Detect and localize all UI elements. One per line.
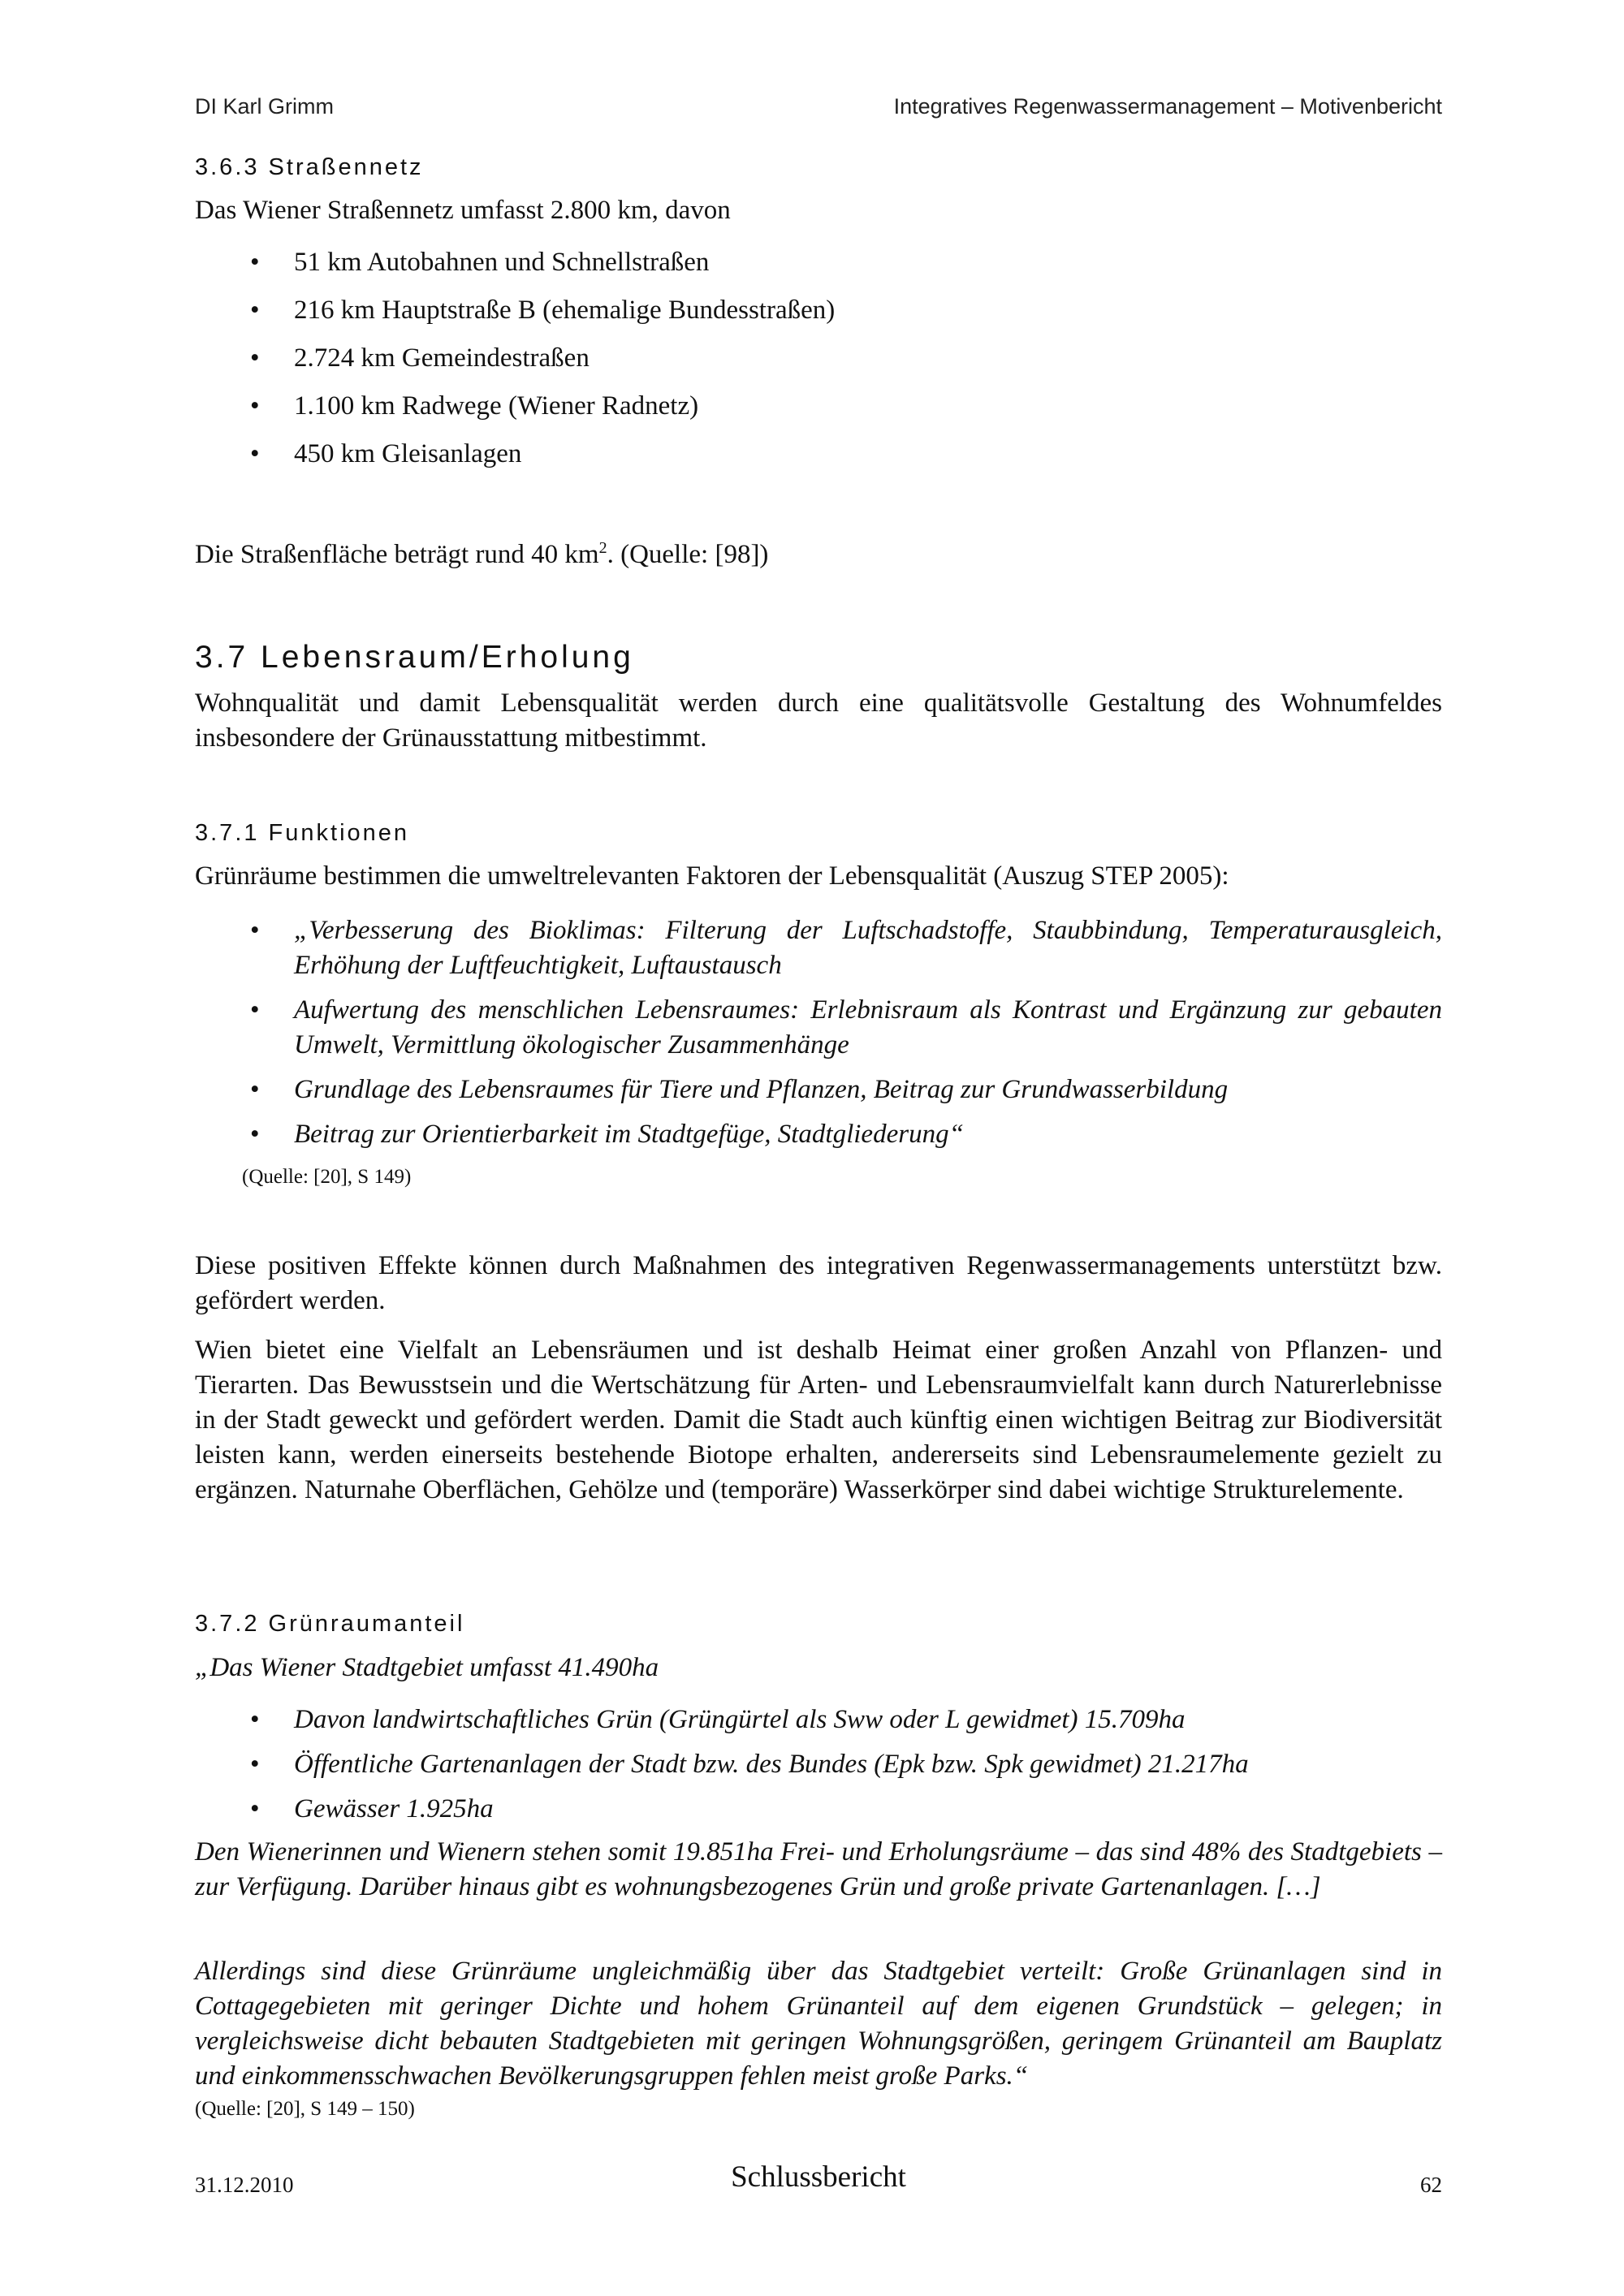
paragraph-road-network-intro: Das Wiener Straßennetz umfasst 2.800 km, davon <box>195 196 731 225</box>
bullet-icon: • <box>250 248 260 277</box>
page-number: 62 <box>1420 2173 1442 2197</box>
header-report-title: Integratives Regenwassermanagement – Motivenbericht <box>893 94 1442 119</box>
bullet-icon: • <box>250 995 260 1025</box>
bullet-icon: • <box>250 296 260 325</box>
page-header <box>195 94 1442 127</box>
list-item: • Gewässer 1.925ha <box>195 1792 1442 1827</box>
list-item: • Grundlage des Lebensraumes für Tiere und Pflanzen, Beitrag zur Grundwasserbildung <box>195 1072 1442 1107</box>
source-citation: (Quelle: [20], S 149) <box>242 1166 412 1188</box>
list-item: • 2.724 km Gemeindestraßen <box>195 341 1442 376</box>
green-functions-list <box>195 913 1442 1152</box>
list-item: • Aufwertung des menschlichen Lebensraumes: Erlebnisraum als Kontrast und Ergänzung zur gebauten Umwelt, Vermittlung ökologischer Zusammenhänge <box>195 993 1442 1063</box>
paragraph-positive-effects: Diese positiven Effekte können durch Maßnahmen des integrativen Regenwassermanagements unterstützt bzw. gefördert werden. <box>195 1251 1442 1315</box>
source-citation: (Quelle: [20], S 149 – 150) <box>195 2098 415 2120</box>
paragraph-distribution: Allerdings sind diese Grünräume ungleichmäßig über das Stadtgebiet verteilt: Große Grünanlagen sind in Cottagegebieten mit geringer Dichte und hohem Grünanteil auf dem eigenen Grundstück – gelegen; in vergleichsweise dicht bebauten Stadtgebieten mit geringen Wohnungsgrößen, geringem Grünanteil am Bauplatz und einkommensschwachen Bevölkerungsgruppen fehlen meist große Parks.“ <box>195 1957 1442 2091</box>
list-item: • „Verbesserung des Bioklimas: Filterung der Luftschadstoffe, Staubbindung, Temperaturausgleich, Erhöhung der Luftfeuchtigkeit, Luftaustausch <box>195 913 1442 983</box>
list-item: • 216 km Hauptstraße B (ehemalige Bundesstraßen) <box>195 293 1442 328</box>
page-footer <box>195 2160 1442 2200</box>
bullet-icon: • <box>250 1705 260 1734</box>
road-network-list <box>195 245 1442 472</box>
bullet-icon: • <box>250 1120 260 1149</box>
bullet-icon: • <box>250 439 260 468</box>
paragraph-road-area: Die Straßenfläche beträgt rund 40 $km^2$. (Quelle: [98]) <box>195 539 769 569</box>
paragraph-recreation-areas: Den Wienerinnen und Wienern stehen somit 19.851ha Frei- und Erholungsräume – das sind 48% des Stadtgebiets – zur Verfügung. Darüber hinaus gibt es wohnungsbezogenes Grün und große private Gartenanlagen. […] <box>195 1837 1442 1901</box>
footer-date: 31.12.2010 <box>195 2173 294 2197</box>
paragraph-city-area: „Das Wiener Stadtgebiet umfasst 41.490ha <box>195 1653 659 1682</box>
paragraph-biodiversity: Wien bietet eine Vielfalt an Lebensräumen und ist deshalb Heimat einer großen Anzahl von Pflanzen- und Tierarten. Das Bewusstsein und die Wertschätzung für Arten- und Lebensraumvielfalt kann durch Naturerlebnisse in der Stadt geweckt und gefördert werden. Damit die Stadt auch künftig einen wichtigen Beitrag zur Biodiversität leisten kann, werden einerseits bestehende Biotope erhalten, andererseits sind Lebensraumelemente gezielt zu ergänzen. Naturnahe Oberflächen, Gehölze und (temporäre) Wasserkörper sind dabei wichtige Strukturelemente. <box>195 1336 1442 1504</box>
bullet-icon: • <box>250 1750 260 1779</box>
paragraph-green-spaces-intro: Grünräume bestimmen die umweltrelevanten Faktoren der Lebensqualität (Auszug STEP 2005): <box>195 861 1229 891</box>
bullet-icon: • <box>250 1075 260 1104</box>
header-author: DI Karl Grimm <box>195 94 334 119</box>
list-item: • Öffentliche Gartenanlagen der Stadt bzw. des Bundes (Epk bzw. Spk gewidmet) 21.217ha <box>195 1747 1442 1782</box>
list-item: • Beitrag zur Orientierbarkeit im Stadtgefüge, Stadtgliederung“ <box>195 1117 1442 1152</box>
bullet-icon: • <box>250 343 260 373</box>
section-heading-3-7: 3.7 Lebensraum/Erholung <box>195 640 634 675</box>
list-item: • Davon landwirtschaftliches Grün (Grüngürtel als Sww oder L gewidmet) 15.709ha <box>195 1703 1442 1737</box>
list-item: • 1.100 km Radwege (Wiener Radnetz) <box>195 389 1442 424</box>
bullet-icon: • <box>250 391 260 421</box>
bullet-icon: • <box>250 1794 260 1823</box>
section-heading-3-6-3: 3.6.3 Straßennetz <box>195 154 424 180</box>
section-heading-3-7-2: 3.7.2 Grünraumanteil <box>195 1611 465 1637</box>
list-item: • 450 km Gleisanlagen <box>195 437 1442 472</box>
green-share-list <box>195 1703 1442 1827</box>
list-item: • 51 km Autobahnen und Schnellstraßen <box>195 245 1442 280</box>
bullet-icon: • <box>250 916 260 945</box>
footer-title: Schlussbericht <box>731 2160 906 2194</box>
paragraph-living-quality: Wohnqualität und damit Lebensqualität werden durch eine qualitätsvolle Gestaltung des Wohnumfeldes insbesondere der Grünausstattung mitbestimmt. <box>195 688 1442 753</box>
section-heading-3-7-1: 3.7.1 Funktionen <box>195 820 410 846</box>
